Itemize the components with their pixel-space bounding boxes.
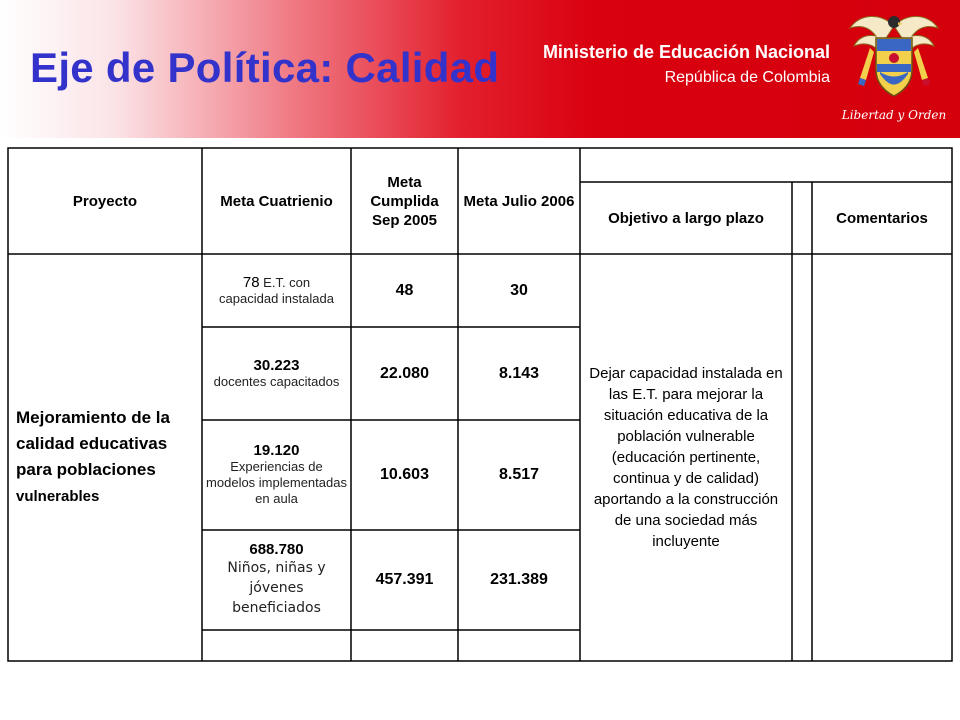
row-2-meta-value: 30.223 [253, 356, 300, 374]
row-2-cumplida: 22.080 [380, 364, 429, 382]
ministry-name: Ministerio de Educación Nacional [542, 42, 830, 62]
row-3-meta-value: 19.120 [253, 442, 300, 459]
header-banner [0, 0, 960, 138]
table-row-4-meta [202, 530, 351, 630]
seal-emblem [840, 8, 948, 108]
column-header-proyecto: Proyecto [72, 192, 138, 210]
row-3-meta-desc: Experiencias de modelos implementadas en aula [206, 459, 347, 506]
table-row-3-meta [202, 420, 351, 530]
objective-text: Dejar capacidad instalada en las E.T. para mejorar la situación educativa de la población vulnerable (educación pertinente, continua y de calidad) aportando a la construcción de una sociedad más incluyente [589, 365, 783, 550]
column-header-meta-cuatrienio: Meta Cuatrienio [220, 192, 333, 210]
row-3-julio: 8.517 [498, 466, 540, 483]
ministry-country: República de Colombia [664, 69, 830, 86]
row-3-cumplida: 10.603 [380, 466, 429, 483]
project-name-tail: vulnerables [16, 488, 100, 505]
column-header-meta-cumplida: Meta Cumplida Sep 2005 [370, 173, 439, 229]
table-row-2-meta [202, 327, 351, 420]
row-1-julio: 30 [510, 281, 528, 299]
row-1-meta-unit: E.T. con [263, 274, 311, 290]
row-4-cumplida: 457.391 [375, 571, 434, 588]
comments-cell [812, 254, 952, 661]
row-1-meta-value: 78 [242, 273, 260, 291]
column-header-objetivo: Objetivo a largo plazo [608, 209, 764, 227]
ministry-block [543, 42, 830, 87]
project-name-main: Mejoramiento de la calidad educativas para poblaciones [16, 408, 170, 479]
page-title: Eje de Política: Calidad [30, 44, 500, 91]
column-header-comentarios: Comentarios [836, 209, 928, 227]
project-name [16, 405, 198, 510]
row-2-meta-desc: docentes capacitados [213, 373, 340, 389]
colombia-coat-of-arms-icon [840, 8, 948, 132]
row-1-meta-desc: capacidad instalada [219, 290, 334, 306]
row-4-meta-value: 688.780 [249, 541, 304, 558]
project-name-cell [8, 254, 202, 661]
row-1-cumplida: 48 [395, 281, 414, 299]
table-row-1-meta [202, 254, 351, 327]
row-4-meta-desc: Niños, niñas y jóvenes beneficiados [227, 560, 326, 616]
seal-motto: Libertad y Orden [841, 108, 947, 122]
row-2-julio: 8.143 [498, 364, 540, 382]
column-header-meta-julio: Meta Julio 2006 [463, 192, 575, 210]
row-4-julio: 231.389 [490, 571, 548, 588]
